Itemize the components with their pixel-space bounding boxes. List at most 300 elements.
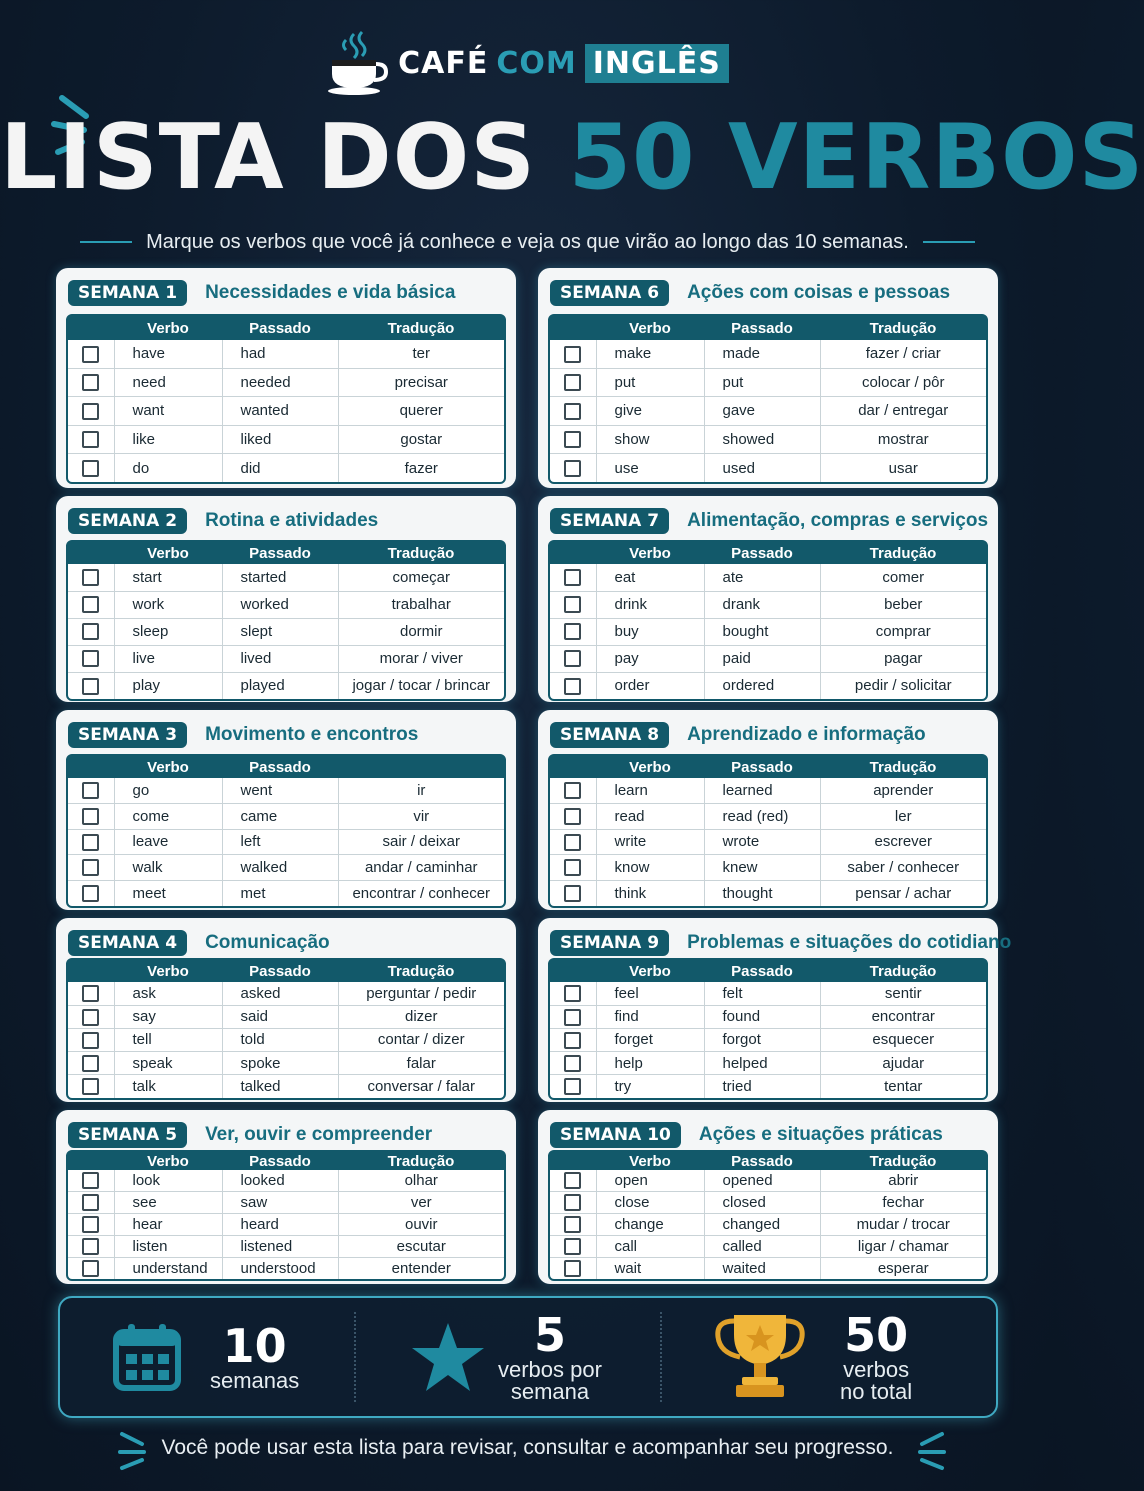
week-card [56,496,516,702]
table-row [68,855,504,881]
past-cell: tried [704,1075,820,1098]
verb-cell: give [596,397,704,425]
past-cell: called [704,1235,820,1257]
verb-column-header: Verbo [114,1152,222,1170]
translation-cell: começar [338,564,504,591]
table-row [550,618,986,645]
verb-cell: eat [596,564,704,591]
week-header [550,278,950,308]
stat-divider [354,1312,356,1402]
verb-cell: make [596,340,704,368]
checkbox-cell [68,591,114,618]
past-cell: read (red) [704,804,820,830]
table-row [550,855,986,881]
past-cell: learned [704,778,820,804]
trophy-icon [712,1311,808,1403]
verb-cell: read [596,804,704,830]
verb-checkbox[interactable] [564,569,581,586]
verb-cell: play [114,672,222,699]
brand-name [398,44,729,83]
week-card [56,710,516,910]
table-row [550,1052,986,1075]
verb-checkbox[interactable] [82,1078,99,1095]
verb-cell: think [596,880,704,906]
verb-checkbox[interactable] [82,885,99,902]
stat-number: 10 [222,1319,287,1373]
verb-cell: come [114,804,222,830]
verb-checkbox[interactable] [82,1172,99,1189]
verb-cell: do [114,454,222,482]
verb-cell: have [114,340,222,368]
past-cell: met [222,880,338,906]
translation-cell: perguntar / pedir [338,982,504,1005]
week-theme: Ações e situações práticas [698,1124,943,1145]
past-cell: gave [704,397,820,425]
verb-checkbox[interactable] [564,1216,581,1233]
translation-column-header: Tradução [820,756,986,778]
checkbox-cell [68,829,114,855]
checkbox-column-header [550,960,596,982]
verb-cell: hear [114,1214,222,1236]
table-row [68,1170,504,1192]
past-cell: waited [704,1257,820,1279]
week-header [550,720,926,750]
translation-cell: aprender [820,778,986,804]
checkbox-cell [68,1052,114,1075]
translation-cell: escrever [820,829,986,855]
verb-checkbox[interactable] [564,859,581,876]
verb-column-header: Verbo [114,960,222,982]
checkbox-cell [68,454,114,482]
translation-cell: ver [338,1192,504,1214]
past-cell: found [704,1005,820,1028]
table-header-row [550,960,986,982]
translation-cell: sair / deixar [338,829,504,855]
verb-checkbox[interactable] [82,1032,99,1049]
verb-checkbox[interactable] [564,1078,581,1095]
verb-table [66,540,506,701]
verb-cell: want [114,397,222,425]
table-row [68,454,504,482]
verb-checkbox[interactable] [564,1032,581,1049]
past-cell: bought [704,618,820,645]
verb-checkbox[interactable] [82,569,99,586]
translation-cell: comer [820,564,986,591]
week-theme: Ações com coisas e pessoas [687,282,951,303]
stat-label: no total [840,1379,913,1404]
week-badge: SEMANA 10 [550,1122,681,1148]
translation-cell: morar / viver [338,645,504,672]
brand-part-2: COM [496,45,577,81]
verb-cell: see [114,1192,222,1214]
checkbox-cell [68,880,114,906]
checkbox-cell [550,591,596,618]
verb-checkbox[interactable] [564,403,581,420]
past-column-header: Passado [704,756,820,778]
translation-cell: esperar [877,1259,929,1277]
verb-checkbox[interactable] [564,431,581,448]
verb-cell: put [596,368,704,396]
checkbox-cell [68,804,114,830]
past-cell: started [222,564,338,591]
week-theme: Rotina e atividades [205,510,379,531]
verb-table [548,958,988,1100]
verb-checkbox[interactable] [564,346,581,363]
checkbox-cell [68,1028,114,1051]
table-header-row [68,542,504,564]
week-card [538,1110,998,1284]
checkbox-cell [550,855,596,881]
table-row [550,1005,986,1028]
checkbox-cell [550,454,596,482]
week-badge: SEMANA 8 [550,722,669,748]
verb-column-header: Verbo [596,1152,704,1170]
verb-checkbox[interactable] [82,650,99,667]
past-column-header: Passado [222,960,338,982]
table-row [68,804,504,830]
week-theme: Aprendizado e informação [687,724,926,745]
stat-label: semana [510,1379,590,1404]
verb-checkbox[interactable] [564,1194,581,1211]
verb-table [548,314,988,484]
verb-checkbox[interactable] [82,1238,99,1255]
past-cell: walked [222,855,338,881]
sparkle-icon [912,1430,948,1470]
translation-column-header: Tradução [338,316,504,340]
stat-label: verbos por [498,1357,602,1382]
week-theme: Ver, ouvir e compreender [205,1124,433,1145]
past-cell: listened [222,1235,338,1257]
translation-cell: pedir / solicitar [854,677,952,695]
verb-table [66,754,506,908]
verb-checkbox[interactable] [564,1260,581,1277]
translation-cell: mostrar [820,425,986,453]
week-card [56,918,516,1102]
week-header [68,278,455,308]
verb-checkbox[interactable] [564,1238,581,1255]
verb-checkbox[interactable] [82,596,99,613]
translation-cell: encontrar [820,1005,986,1028]
translation-cell: querer [338,397,504,425]
checkbox-column-header [550,1152,596,1170]
week-header [550,928,1011,958]
verb-checkbox[interactable] [82,808,99,825]
verb-checkbox[interactable] [564,885,581,902]
table-row [550,425,986,453]
verb-cell: listen [114,1235,222,1257]
translation-cell: jogar / tocar / brincar [352,677,491,695]
checkbox-cell [550,1257,596,1279]
verb-cell: learn [596,778,704,804]
verb-checkbox[interactable] [564,374,581,391]
verb-checkbox[interactable] [82,1216,99,1233]
table-row [68,982,504,1005]
translation-cell: ir [338,778,504,804]
star-icon [410,1321,486,1393]
week-card [56,1110,516,1284]
stat-number: 50 [844,1308,909,1362]
translation-cell: olhar [338,1170,504,1192]
table-row [550,778,986,804]
checkbox-cell [68,1235,114,1257]
verb-checkbox[interactable] [564,650,581,667]
verb-checkbox[interactable] [564,623,581,640]
checkbox-cell [68,672,114,699]
verb-checkbox[interactable] [564,678,581,695]
week-theme: Alimentação, compras e serviços [687,510,989,531]
week-badge: SEMANA 2 [68,508,187,534]
translation-column-header: Tradução [820,1152,986,1170]
verb-column-header: Verbo [596,756,704,778]
table-row [550,1235,986,1257]
translation-cell: precisar [338,368,504,396]
verb-checkbox[interactable] [82,782,99,799]
week-badge: SEMANA 5 [68,1122,187,1148]
week-card [538,918,1012,1102]
checkbox-cell [550,397,596,425]
past-column-header: Passado [222,542,338,564]
translation-cell: ter [338,340,504,368]
past-cell: left [222,829,338,855]
translation-cell: abrir [820,1170,986,1192]
translation-cell: esquecer [820,1028,986,1051]
verb-cell: show [596,425,704,453]
verb-cell: close [596,1192,704,1214]
week-theme: Comunicação [205,932,330,953]
stat-number: 5 [533,1308,566,1362]
verb-checkbox[interactable] [564,1009,581,1026]
past-cell: made [704,340,820,368]
week-card [538,710,998,910]
past-cell: worked [222,591,338,618]
verb-checkbox[interactable] [564,460,581,477]
title-part-1: LISTA DOS [0,105,537,210]
verb-cell: go [114,778,222,804]
checkbox-cell [550,778,596,804]
verb-checkbox[interactable] [564,1172,581,1189]
verb-cell: talk [114,1075,222,1098]
week-header [68,1120,432,1150]
table-row [550,1214,986,1236]
table-row [68,1257,504,1279]
table-header-row [68,316,504,340]
verb-column-header: Verbo [596,960,704,982]
verb-checkbox[interactable] [82,374,99,391]
translation-cell: ligar / chamar [820,1235,986,1257]
table-row [68,880,504,906]
translation-cell: ajudar [820,1052,986,1075]
past-column-header: Passado [704,542,820,564]
past-column-header: Passado [222,316,338,340]
checkbox-cell [68,425,114,453]
translation-cell: sentir [820,982,986,1005]
verb-checkbox[interactable] [82,859,99,876]
translation-cell: saber / conhecer [820,855,986,881]
table-row [550,829,986,855]
verb-column-header: Verbo [114,756,222,778]
checkbox-cell [550,618,596,645]
verb-cell: drink [596,591,704,618]
past-cell: came [222,804,338,830]
table-row [550,1170,986,1192]
table-row [550,397,986,425]
checkbox-cell [550,804,596,830]
checkbox-cell [550,425,596,453]
verb-cell: forget [596,1028,704,1051]
checkbox-cell [550,1075,596,1098]
past-cell: lived [222,645,338,672]
verb-cell: look [114,1170,222,1192]
table-row [550,645,986,672]
past-cell: played [222,672,338,699]
checkbox-cell [68,778,114,804]
table-header-row [550,542,986,564]
table-row [550,454,986,482]
past-cell: helped [704,1052,820,1075]
table-row [550,340,986,368]
past-cell: thought [704,880,820,906]
translation-cell: fazer / criar [820,340,986,368]
checkbox-cell [68,855,114,881]
table-row [68,564,504,591]
past-cell: spoke [222,1052,338,1075]
translation-cell: mudar / trocar [820,1214,986,1236]
table-row [68,368,504,396]
checkbox-cell [68,340,114,368]
translation-cell: ler [820,804,986,830]
verb-cell: feel [596,982,704,1005]
verb-cell: sleep [114,618,222,645]
verb-table [548,754,988,908]
checkbox-cell [68,368,114,396]
translation-cell: colocar / pôr [820,368,986,396]
verb-checkbox[interactable] [564,596,581,613]
verb-checkbox[interactable] [82,1009,99,1026]
verb-cell: ask [114,982,222,1005]
translation-cell: dar / entregar [820,397,986,425]
checkbox-cell [68,982,114,1005]
checkbox-column-header [550,756,596,778]
past-column-header: Passado [704,960,820,982]
table-header-row [68,756,504,778]
checkbox-column-header [68,1152,114,1170]
past-cell: liked [222,425,338,453]
checkbox-cell [550,340,596,368]
translation-cell: ouvir [338,1214,504,1236]
table-row [550,1028,986,1051]
translation-cell: fechar [820,1192,986,1214]
divider-line [80,241,132,243]
translation-cell: comprar [820,618,986,645]
verb-cell: like [114,425,222,453]
translation-cell: tentar [884,1078,923,1096]
checkbox-column-header [68,316,114,340]
table-header-row [550,316,986,340]
checkbox-cell [550,1170,596,1192]
checkbox-cell [550,1028,596,1051]
checkbox-cell [68,397,114,425]
week-header [68,720,418,750]
verb-checkbox[interactable] [82,460,99,477]
checkbox-cell [550,880,596,906]
verb-cell: know [596,855,704,881]
table-row [68,425,504,453]
checkbox-cell [68,564,114,591]
translation-cell: beber [820,591,986,618]
translation-column-header: Tradução [820,316,986,340]
verb-checkbox[interactable] [82,985,99,1002]
verb-checkbox[interactable] [564,834,581,851]
checkbox-cell [550,1235,596,1257]
past-cell: wrote [704,829,820,855]
checkbox-cell [550,982,596,1005]
past-cell: told [222,1028,338,1051]
week-theme: Problemas e situações do cotidiano [687,932,1012,953]
verb-checkbox[interactable] [82,1260,99,1277]
verb-cell: try [596,1075,704,1098]
table-row [68,778,504,804]
past-cell: slept [222,618,338,645]
verb-checkbox[interactable] [564,1055,581,1072]
translation-cell: pagar [820,645,986,672]
translation-column-header: Tradução [338,1152,504,1170]
verb-checkbox[interactable] [82,403,99,420]
checkbox-cell [550,829,596,855]
week-theme: Necessidades e vida básica [205,282,456,303]
checkbox-column-header [550,316,596,340]
past-cell: put [704,368,820,396]
week-badge: SEMANA 6 [550,280,669,306]
verb-checkbox[interactable] [82,623,99,640]
past-cell: looked [222,1170,338,1192]
verb-cell: meet [114,880,222,906]
week-card [538,496,998,702]
translation-column-header [338,756,504,778]
past-cell: had [222,340,338,368]
checkbox-cell [68,1075,114,1098]
table-row [550,591,986,618]
table-row [68,1005,504,1028]
past-column-header: Passado [704,1152,820,1170]
verb-checkbox[interactable] [82,834,99,851]
verb-checkbox[interactable] [82,1055,99,1072]
brand-logo [0,28,1055,98]
week-card [538,268,998,488]
verb-checkbox[interactable] [564,782,581,799]
stat-verbs-per-week [410,1298,670,1416]
past-column-header: Passado [222,1152,338,1170]
table-header-row [550,1152,986,1170]
verb-cell: need [114,368,222,396]
checkbox-cell [550,1005,596,1028]
week-header [68,506,378,536]
verb-cell: change [596,1214,704,1236]
translation-cell: vir [338,804,504,830]
translation-cell: pensar / achar [855,884,952,902]
past-cell: knew [704,855,820,881]
table-row [68,1028,504,1051]
verb-checkbox[interactable] [564,985,581,1002]
table-row [68,1075,504,1098]
verb-checkbox[interactable] [82,678,99,695]
past-cell: ordered [704,672,820,699]
verb-checkbox[interactable] [82,431,99,448]
verb-checkbox[interactable] [82,1194,99,1211]
verb-checkbox[interactable] [82,346,99,363]
table-row [550,804,986,830]
verb-checkbox[interactable] [564,808,581,825]
verb-cell: find [596,1005,704,1028]
